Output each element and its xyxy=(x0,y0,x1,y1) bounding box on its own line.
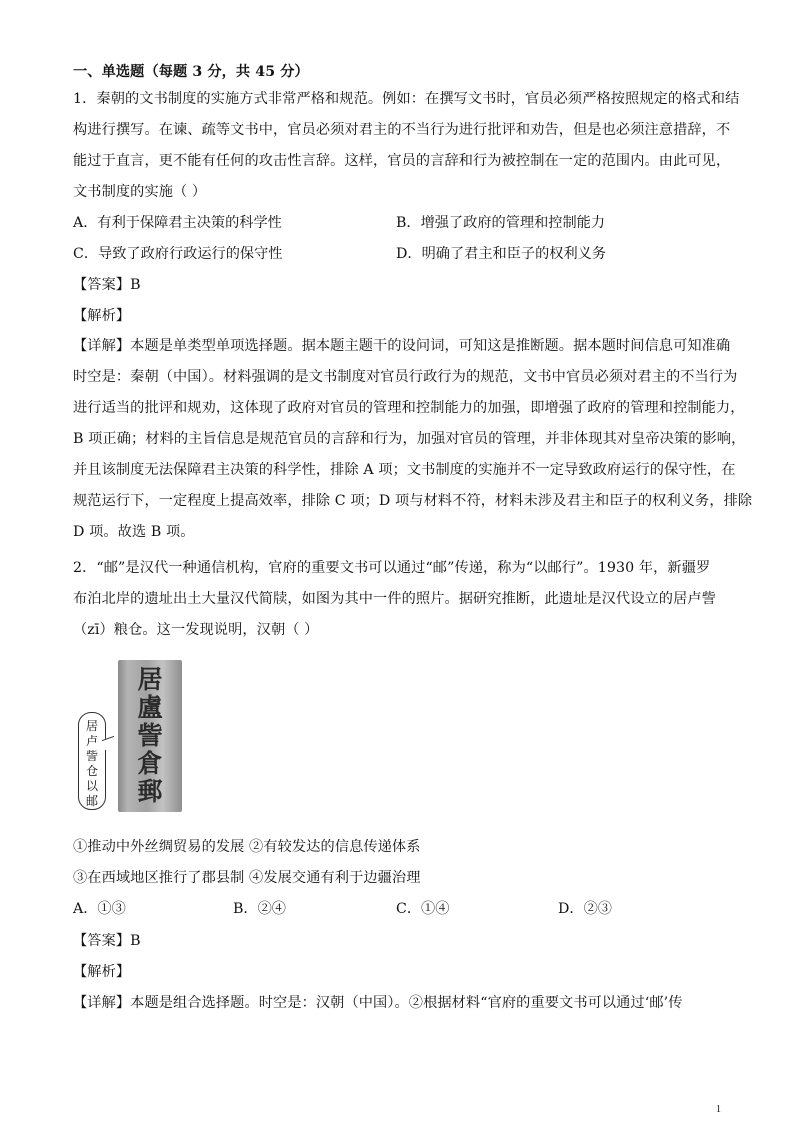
slip-char: 訾 xyxy=(137,721,163,750)
q2-stem-line: （zī）粮仓。这一发现说明，汉朝（ ） xyxy=(73,622,319,638)
bubble-char: 以 xyxy=(85,779,98,793)
bamboo-slip-image xyxy=(118,660,182,812)
caption-bubble xyxy=(78,712,106,810)
slip-char: 郵 xyxy=(137,777,163,806)
q1-option-c: C．导致了政府行政运行的保守性 xyxy=(73,246,283,262)
q1-stem-line: 能过于直言，更不能有任何的攻击性言辞。这样，官员的言辞和行为被控制在一定的范围内。由此可见， xyxy=(73,153,731,169)
q1-detail-line: 并且该制度无法保障君主决策的科学性，排除 A 项；文书制度的实施并不一定导致政府运行的保守性，在 xyxy=(73,462,736,478)
section-header: 一、单选题（每题 3 分，共 45 分） xyxy=(73,64,309,80)
q2-option-d: D．②③ xyxy=(558,901,612,917)
q2-option-b: B．②④ xyxy=(233,901,286,917)
q1-detail-line: 时空是：秦朝（中国）。材料强调的是文书制度对官员行政行为的规范，文书中官员必须对君主的不当行为 xyxy=(73,369,738,385)
q2-statement-line: ③在西域地区推行了郡县制 ④发展交通有利于边疆治理 xyxy=(73,870,421,886)
bamboo-slip-figure xyxy=(78,660,188,812)
q2-option-a: A．①③ xyxy=(73,901,126,917)
q1-detail-line: 规范运行下，一定程度上提高效率，排除 C 项；D 项与材料不符，材料未涉及君主和臣子的权利义务，排除 xyxy=(73,493,753,509)
q2-analysis-label: 【解析】 xyxy=(73,964,131,980)
q1-stem-line: 构进行撰写。在谏、疏等文书中，官员必须对君主的不当行为进行批评和劝告，但是也必须注意措辞，不 xyxy=(73,122,731,138)
q2-stem-line: 布泊北岸的遗址出土大量汉代简牍，如图为其中一件的照片。据研究推断，此遗址是汉代设立的居卢訾 xyxy=(73,591,716,607)
slip-char: 盧 xyxy=(137,693,163,722)
q1-detail-line: B 项正确；材料的主旨信息是规范官员的言辞和行为，加强对官员的管理，并非体现其对皇帝决策的影响， xyxy=(73,431,746,447)
q2-stem-line: 2．“邮”是汉代一种通信机构，官府的重要文书可以通过“邮”传递，称为“以邮行”。1930 年，新疆罗 xyxy=(73,560,711,576)
bubble-char: 仓 xyxy=(85,764,98,778)
bubble-char: 居 xyxy=(85,719,98,733)
q1-stem-line: 文书制度的实施（ ） xyxy=(73,184,207,200)
q2-option-c: C．①④ xyxy=(396,901,450,917)
bubble-char: 邮 xyxy=(85,794,98,808)
q1-detail-line: 【详解】本题是单类型单项选择题。据本题主题干的设问词，可知这是推断题。据本题时间信息可知准确 xyxy=(73,338,731,354)
q2-detail-line: 【详解】本题是组合选择题。时空是：汉朝（中国）。②根据材料“官府的重要文书可以通过‘邮’传 xyxy=(73,995,683,1011)
q1-detail-line: D 项。故选 B 项。 xyxy=(73,524,195,540)
slip-char: 居 xyxy=(137,665,163,694)
slip-char: 倉 xyxy=(137,749,163,778)
q1-stem-line: 1．秦朝的文书制度的实施方式非常严格和规范。例如：在撰写文书时，官员必须严格按照规定的格式和结 xyxy=(73,91,740,107)
q1-option-b: B．增强了政府的管理和控制能力 xyxy=(396,215,606,231)
bubble-char: 卢 xyxy=(85,734,98,748)
q1-analysis-label: 【解析】 xyxy=(73,308,131,324)
q1-answer: 【答案】B xyxy=(73,277,141,293)
q1-option-a: A．有利于保障君主决策的科学性 xyxy=(73,215,282,231)
q2-answer: 【答案】B xyxy=(73,933,141,949)
q1-option-d: D．明确了君主和臣子的权利义务 xyxy=(396,246,607,262)
q2-statement-line: ①推动中外丝绸贸易的发展 ②有较发达的信息传递体系 xyxy=(73,839,421,855)
bubble-char: 訾 xyxy=(85,749,98,763)
page-number: 1 xyxy=(716,1104,721,1115)
q1-detail-line: 进行适当的批评和规劝，这体现了政府对官员的管理和控制能力的加强，即增强了政府的管理和控制能力， xyxy=(73,400,745,416)
